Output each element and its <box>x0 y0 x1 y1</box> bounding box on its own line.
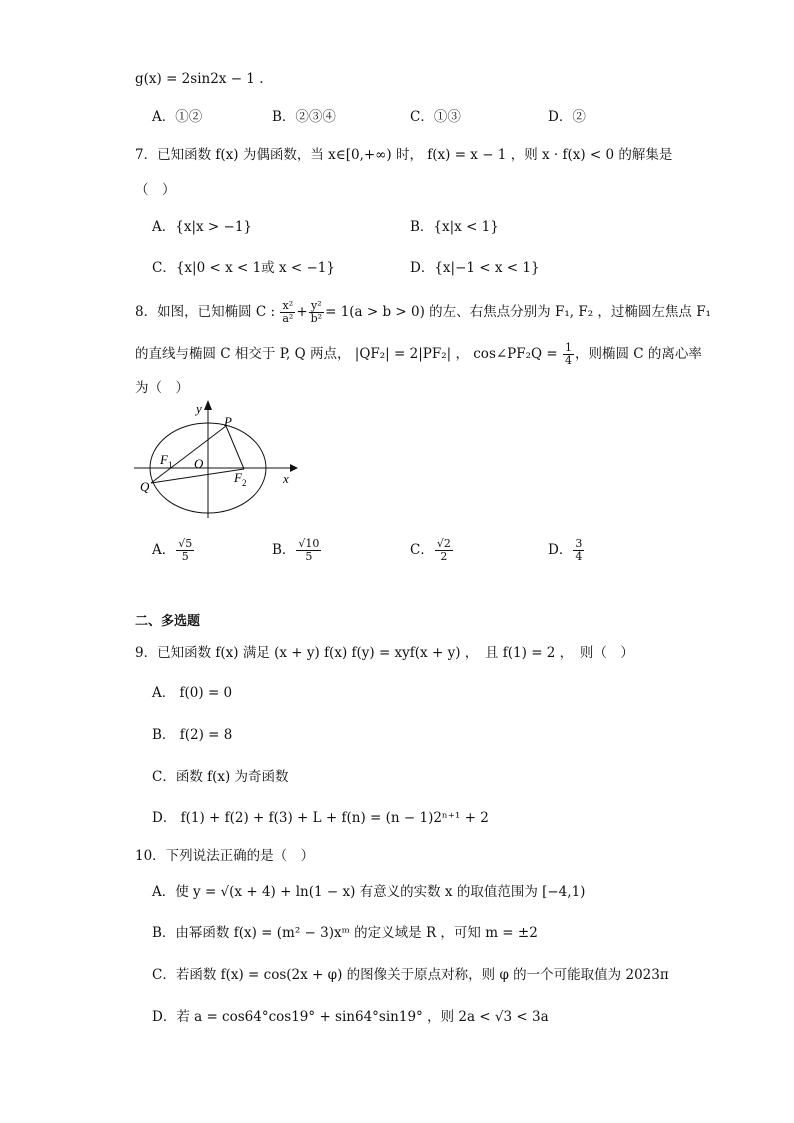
q7-option-a: A．{x|x > −1} <box>152 219 252 235</box>
label-y: y <box>196 401 202 416</box>
q7-stem-line2: （ ） <box>135 182 176 198</box>
line-qf2 <box>151 469 244 483</box>
label-f2: F <box>234 470 242 485</box>
ellipse-x-fraction: $\frac{\text{x²}}{\text{a²}}$ <box>282 299 294 325</box>
q6-option-a: A．①② <box>152 109 203 125</box>
q6-option-b: B．②③④ <box>272 109 336 125</box>
q9-option-a: A． f(0) = 0 <box>152 685 233 701</box>
q8-stem-line1-b: = 1(a > b > 0) 的左、右焦点分别为 F₁, F₂ ，过椭圆左焦点 F₁ <box>325 304 711 320</box>
q10-option-c: C．若函数 f(x) = cos(2x + φ) 的图像关于原点对称，则 φ 的一个可能取值为 2023π <box>152 967 669 983</box>
q8-stem-line3: 为（ ） <box>135 380 189 396</box>
q8-stem-line1: 8．如图，已知椭圆 C : $\frac{\text{x²}}{\text{a²}}$ + $\frac{\text{y²}}{\text{b²}}$ = 1(a > b > 0) 的左、右焦点分别为 F₁, F₂ ，过椭圆左焦点 F₁ <box>135 299 711 325</box>
q8-option-a: A． $\frac{√5}{5}$ <box>152 537 193 563</box>
label-o: O <box>194 456 204 471</box>
q8-stem-line2: 的直线与椭圆 C 相交于 P, Q 两点， |QF₂| = 2|PF₂| ， cos∠PF₂Q = $\frac{1}{4}$ ，则椭圆 C 的离心率 <box>135 341 702 367</box>
q9-stem: 9．已知函数 f(x) 满足 (x + y) f(x) f(y) = xyf(x + y) ， 且 f(1) = 2 ， 则（ ） <box>135 645 634 661</box>
label-f1: F <box>160 452 168 467</box>
section-heading-multiple-choice: 二、多选题 <box>135 614 201 629</box>
label-x: x <box>283 471 289 486</box>
q10-option-b: B．由幂函数 f(x) = (m² − 3)xᵐ 的定义域是 R ，可知 m = ±2 <box>152 925 538 941</box>
q8-option-d: D． $\frac{3}{4}$ <box>548 537 583 563</box>
ellipse-y-fraction: $\frac{\text{y²}}{\text{b²}}$ <box>310 299 323 325</box>
q10-option-a: A．使 y = √(x + 4) + ln(1 − x) 有意义的实数 x 的取值范围为 [−4,1) <box>152 884 586 900</box>
q7-option-d: D．{x|−1 < x < 1} <box>410 260 540 276</box>
q6-tail-text: g(x) = 2sin2x − 1 . <box>135 71 264 87</box>
q7-option-b: B．{x|x < 1} <box>410 219 499 235</box>
q7-stem-line1: 7．已知函数 f(x) 为偶函数，当 x∈[0,+∞) 时， f(x) = x − 1 ，则 x · f(x) < 0 的解集是 <box>135 147 673 163</box>
q9-option-c: C．函数 f(x) 为奇函数 <box>152 769 289 785</box>
q6-option-c: C．①③ <box>410 109 461 125</box>
q8-option-b: B． $\frac{√10}{5}$ <box>272 537 320 563</box>
label-q: Q <box>140 479 150 494</box>
q9-option-b: B． f(2) = 8 <box>152 727 233 743</box>
label-p: P <box>224 414 232 429</box>
q8-option-c: C． $\frac{√2}{2}$ <box>410 537 451 563</box>
label-f2-sub: 2 <box>242 478 247 488</box>
q9-option-d: D． f(1) + f(2) + f(3) + L + f(n) = (n − 1)2ⁿ⁺¹ + 2 <box>152 810 489 826</box>
line-pf2 <box>226 426 244 469</box>
q8-stem-line1-a: 8．如图，已知椭圆 C : <box>135 304 276 320</box>
q6-option-d: D．② <box>548 109 586 125</box>
q10-stem: 10．下列说法正确的是（ ） <box>135 848 315 864</box>
x-axis-arrow-icon <box>290 464 298 472</box>
label-f1-sub: 1 <box>168 460 173 470</box>
q10-option-d: D．若 a = cos64°cos19° + sin64°sin19° ，则 2a < √3 < 3a <box>152 1009 549 1025</box>
cos-fraction: $\frac{1}{4}$ <box>565 341 573 367</box>
q7-option-c: C．{x|0 < x < 1或 x < −1} <box>152 260 335 276</box>
y-axis-arrow-icon <box>204 400 212 410</box>
ellipse-figure <box>130 398 300 523</box>
